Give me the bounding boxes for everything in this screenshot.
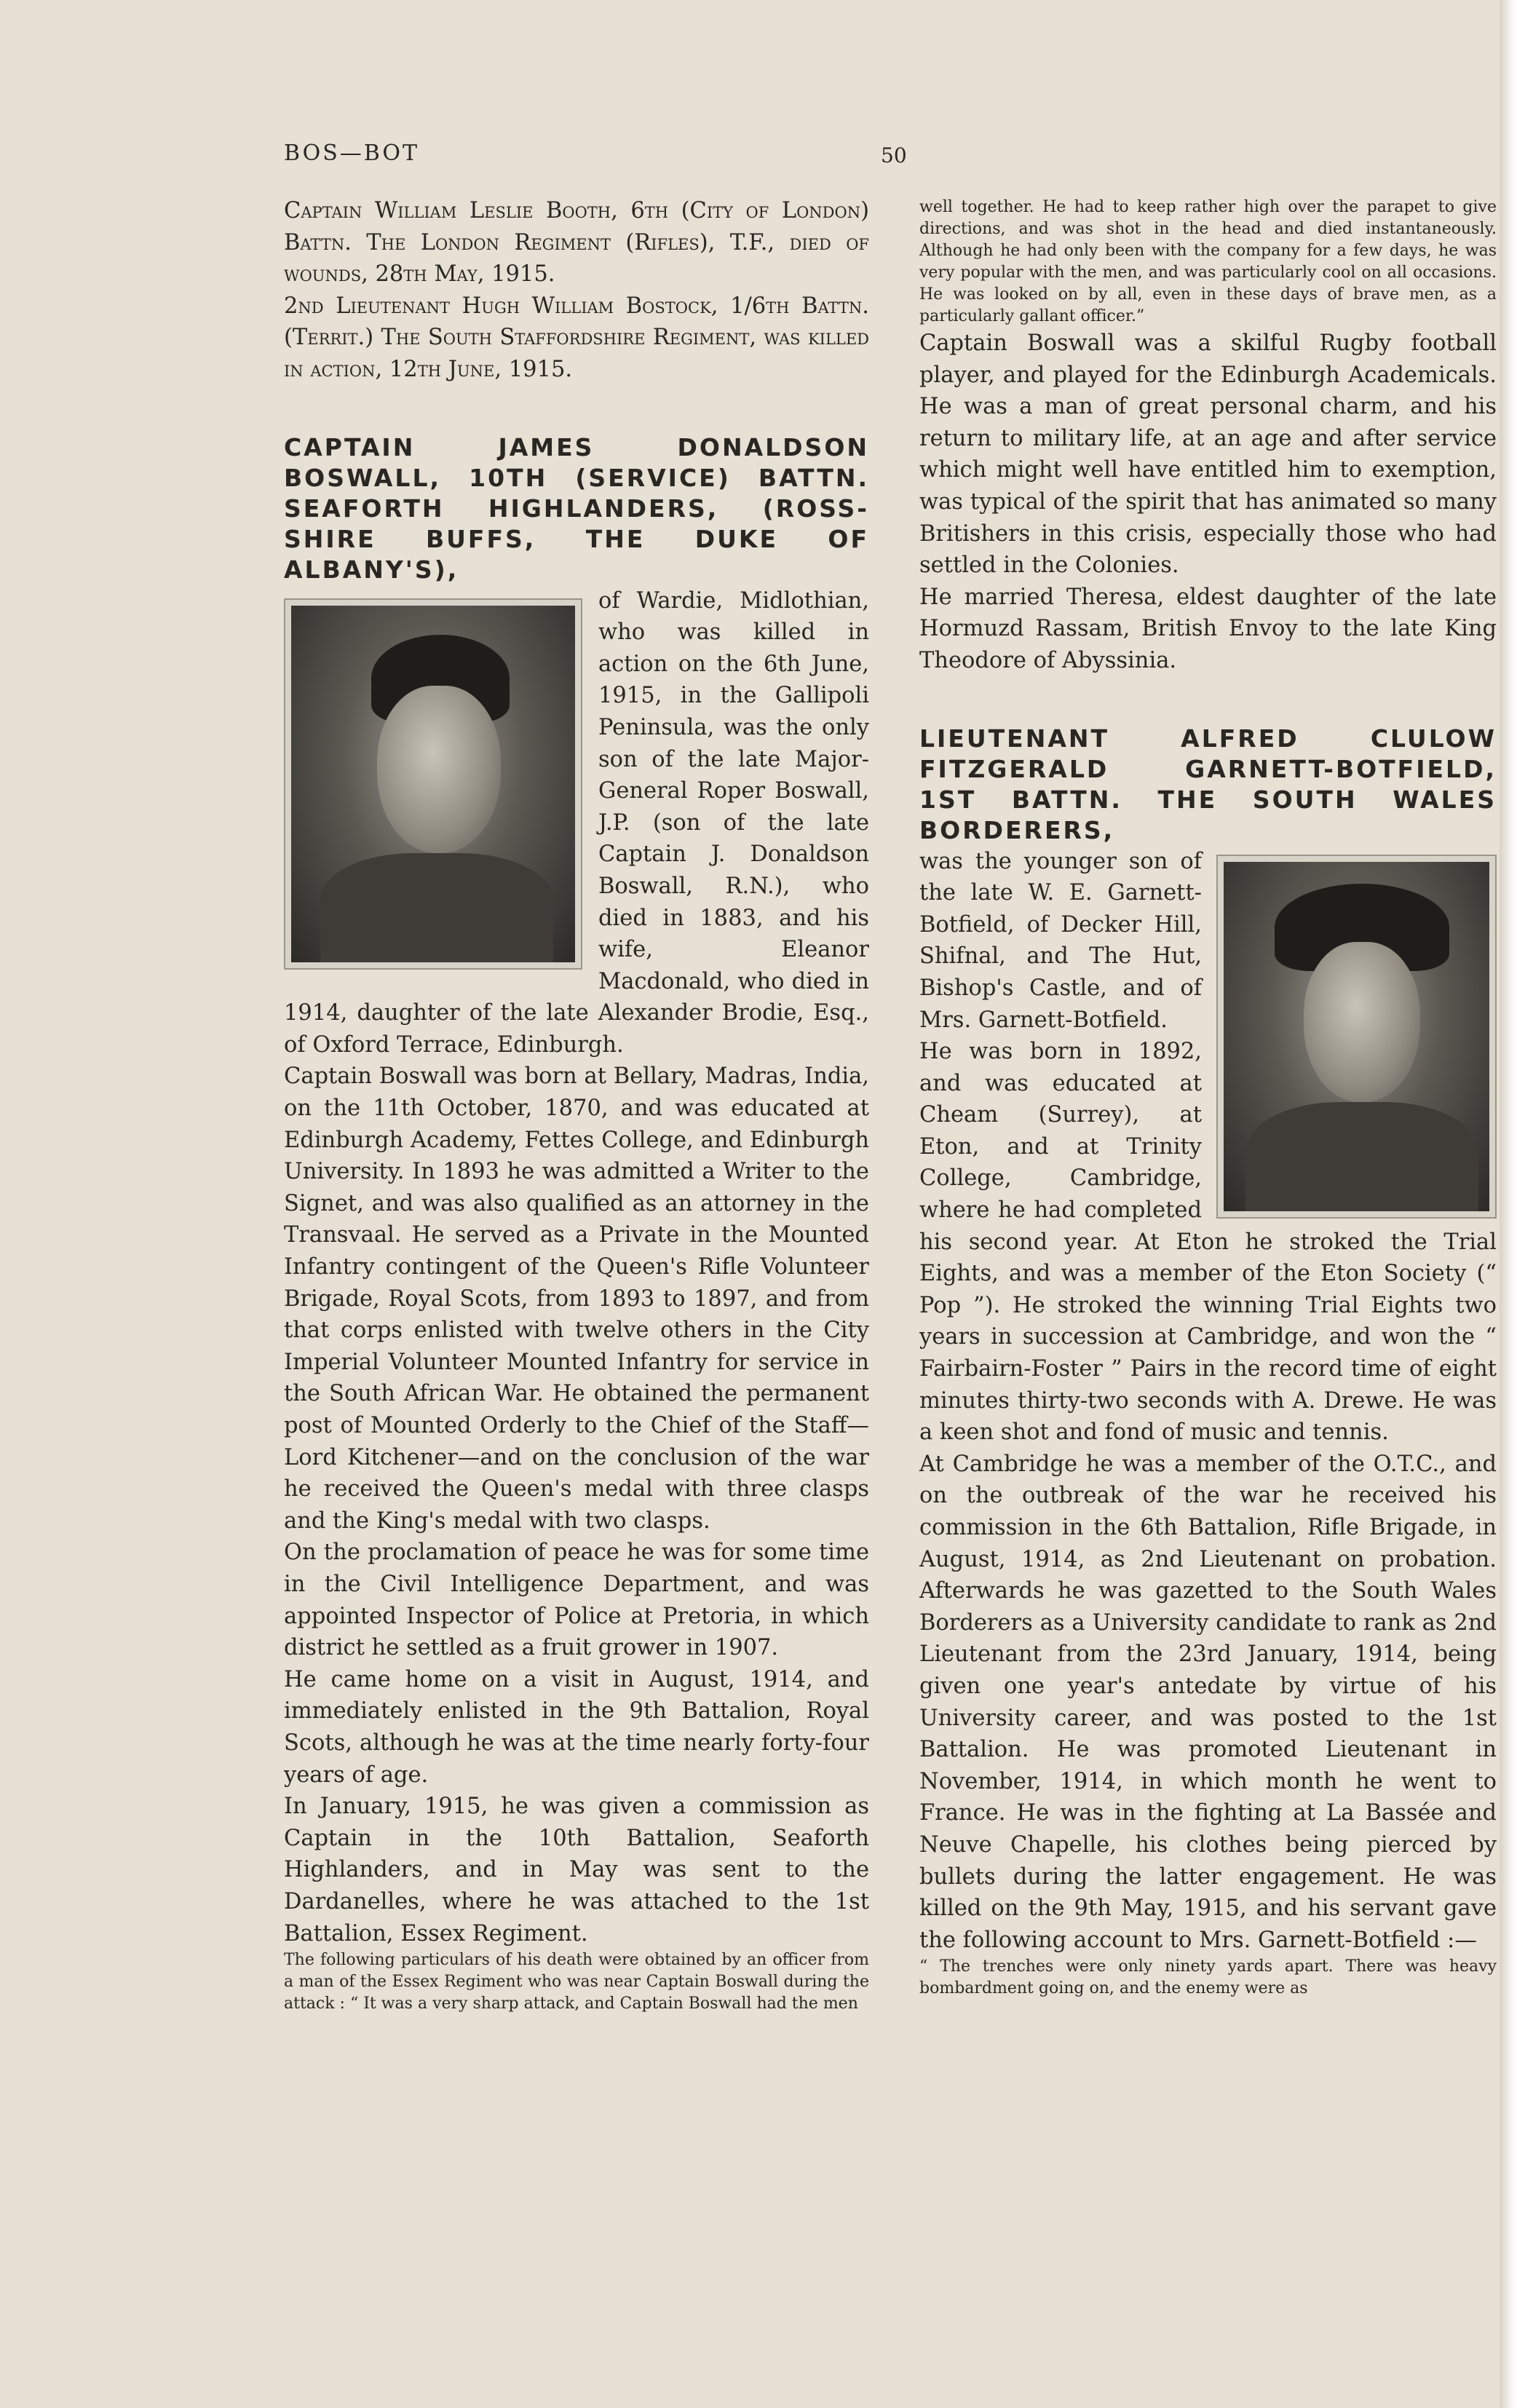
garnett-paragraph: was the younger son of the late W. E. Garnett-Botfield, of Decker Hill, Shifnal, and The Hut, Bishop's Castle, and of Mrs. Garnett-Botfield. [919, 848, 1202, 1033]
garnett-heading: LIEUTENANT ALFRED CLULOW FITZGERALD GARNETT-BOTFIELD, 1ST BATTN. THE SOUTH WALES BORDERERS, [919, 724, 1497, 844]
running-head: BOS—BOT [284, 140, 419, 166]
boswall-quote-continued: well together. He had to keep rather high over the parapet to give directions, and was shot in the head and died instantaneously. Although he had only been with the company for a few days, he was very popular with the men, and was particularly cool on all occasions. He was looked on by all, even in these days of brave men, as a particularly gallant officer.” [919, 198, 1497, 325]
boswall-portrait [284, 598, 582, 970]
garnett-paragraph: He was born in 1892, and was educated at Cheam (Surrey), at Eton, and at Trinity College, Cambridge, where he had completed his second year. At Eton he stroked the Trial Eights, and was a member of the Eton Society (“ Pop ”). He stroked the winning Trial Eights two years in succession at Cambridge, and won the “ Fairbairn-Foster ” Pairs in the record time of eight minutes thirty-two seconds with A. Drewe. He was a keen shot and fond of music and tennis. [919, 1039, 1497, 1446]
entry-bostock: 2nd Lieutenant Hugh William Bostock, 1/6th Battn. (Territ.) The South Staffordshire Regiment, was killed in action, 12th June, 1915. [284, 293, 869, 382]
boswall-paragraph: In January, 1915, he was given a commission as Captain in the 10th Battalion, Seaforth Highlanders, and in May was sent to the Dardanelles, where he was attached to the 1st Battalion, Essex Regiment. [284, 1794, 869, 1946]
boswall-paragraph: He married Theresa, eldest daughter of the late Hormuzd Rassam, British Envoy to the late King Theodore of Abyssinia. [919, 584, 1497, 673]
right-column [919, 197, 1497, 2000]
boswall-paragraph: Captain Boswall was born at Bellary, Madras, India, on the 11th October, 1870, and was educated at Edinburgh Academy, Fettes College, and Edinburgh University. In 1893 he was admitted a Writer to the Signet, and was also qualified as an attorney in the Transvaal. He served as a Private in the Mounted Infantry contingent of the Queen's Rifle Volunteer Brigade, Royal Scots, from 1893 to 1897, and from that corps enlisted with twelve others in the City Imperial Volunteer Mounted Infantry for service in the South African War. He obtained the permanent post of Mounted Orderly to the Chief of the Staff—Lord Kitchener—and on the conclusion of the war he received the Queen's medal with three clasps and the King's medal with two clasps. [284, 1064, 869, 1534]
boswall-paragraph: On the proclamation of peace he was for some time in the Civil Intelligence Department, and was appointed Inspector of Police at Pretoria, in which district he settled as a fruit grower in 1907. [284, 1540, 869, 1661]
boswall-paragraph: Captain Boswall was a skilful Rugby football player, and played for the Edinburgh Academicals. He was a man of great personal charm, and his return to military life, at an age and after service which might well have entitled him to exemption, was typical of the spirit that has animated so many Britishers in this crisis, especially those who had settled in the Colonies. [919, 330, 1497, 579]
garnett-portrait [1216, 855, 1497, 1219]
left-column [284, 195, 869, 2015]
page-edge [1500, 0, 1517, 2408]
boswall-quote: The following particulars of his death were obtained by an officer from a man of the Essex Regiment who was near Captain Boswall during the attack : “ It was a very sharp attack, and Captain Boswall had the men [284, 1951, 869, 2013]
page-number: 50 [881, 143, 907, 167]
garnett-quote: “ The trenches were only ninety yards apart. There was heavy bombardment going on, and the enemy were as [919, 1957, 1497, 1998]
boswall-intro: of Wardie, Midlothian, who was killed in action on the 6th June, 1915, in the Gallipoli Peninsula, was the only son of the late Major-General Roper Boswall, J.P. (son of the late Captain J. Donaldson Boswall, R.N.), who died in 1883, and his wife, Eleanor Macdonald, who died in 1914, daughter of the late Alexander Brodie, Esq., of Oxford Terrace, Edinburgh. [284, 587, 869, 1058]
garnett-paragraph: At Cambridge he was a member of the O.T.C., and on the outbreak of the war he received his commission in the 6th Battalion, Rifle Brigade, in August, 1914, as 2nd Lieutenant on probation. Afterwards he was gazetted to the South Wales Borderers as a University candidate to rank as 2nd Lieutenant from the 23rd January, 1914, being given one year's antedate by virtue of his University career, and was posted to the 1st Battalion. He was promoted Lieutenant in November, 1914, in which month he went to France. He was in the fighting at La Bassée and Neuve Chapelle, his clothes being pierced by bullets during the latter engagement. He was killed on the 9th May, 1915, and his servant gave the following account to Mrs. Garnett-Botfield :— [919, 1451, 1497, 1953]
boswall-heading: CAPTAIN JAMES DONALDSON BOSWALL, 10TH (SERVICE) BATTN. SEAFORTH HIGHLANDERS, (ROSS-SHIRE BUFFS, THE DUKE OF ALBANY'S), [284, 432, 869, 584]
boswall-paragraph: He came home on a visit in August, 1914, and immediately enlisted in the 9th Battalion, Royal Scots, although he was at the time nearly forty-four years of age. [284, 1666, 869, 1788]
entry-booth: Captain William Leslie Booth, 6th (City of London) Battn. The London Regiment (Rifles), T.F., died of wounds, 28th May, 1915. [284, 198, 869, 288]
